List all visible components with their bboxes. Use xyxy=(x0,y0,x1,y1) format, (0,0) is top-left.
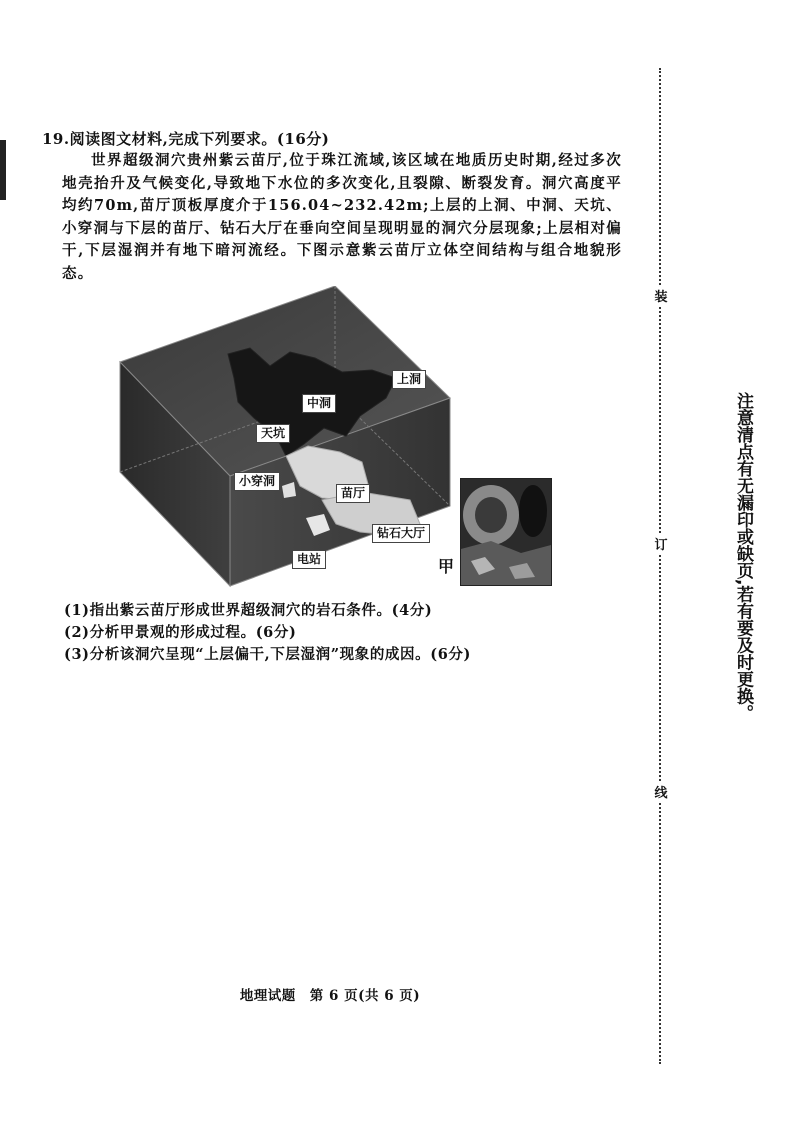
question-passage xyxy=(62,150,622,285)
cave-block-diagram xyxy=(110,286,570,592)
landscape-photo-jia xyxy=(460,478,552,586)
sub-questions xyxy=(64,600,471,666)
photo-label-jia: 甲 xyxy=(438,557,455,576)
binding-char-ding: 订 xyxy=(653,534,669,553)
sub-question-2: (2)分析甲景观的形成过程。(6分) xyxy=(64,624,297,641)
scan-edge-mark xyxy=(0,140,6,200)
label-upper-cave: 上洞 xyxy=(392,370,426,389)
sub-question-3: (3)分析该洞穴呈现“上层偏干,下层湿润”现象的成因。(6分) xyxy=(64,646,471,663)
label-power-station: 电站 xyxy=(292,550,326,569)
label-miao-hall: 苗厅 xyxy=(336,484,370,503)
question-title: 19.阅读图文材料,完成下列要求。(16分) xyxy=(42,130,330,148)
label-middle-cave: 中洞 xyxy=(302,394,336,413)
sub-question-1: (1)指出紫云苗厅形成世界超级洞穴的岩石条件。(4分) xyxy=(64,602,433,619)
label-small-cave: 小穿洞 xyxy=(234,472,280,491)
binding-char-zhuang: 装 xyxy=(653,286,669,305)
binding-notice: 注意清点有无漏印或缺页,若有要及时更换。 xyxy=(733,392,753,722)
page-footer: 地理试题 第 6 页(共 6 页) xyxy=(239,988,421,1004)
label-diamond-hall: 钻石大厅 xyxy=(372,524,430,543)
binding-char-xian: 线 xyxy=(653,782,669,801)
photo-graphic xyxy=(461,479,551,585)
binding-dotted-line xyxy=(659,68,661,1064)
label-sinkhole: 天坑 xyxy=(256,424,290,443)
passage-text: 世界超级洞穴贵州紫云苗厅,位于珠江流域,该区域在地质历史时期,经过多次地壳抬升及气候变化,导致地下水位的多次变化,且裂隙、断裂发育。洞穴高度平均约70m,苗厅顶板厚度介于156.04~232.42m;上层的上洞、中洞、天坑、小穿洞与下层的苗厅、钻石大厅在垂向空间呈现明显的洞穴分层现象;上层相对偏干,下层湿润并有地下暗河流经。下图示意紫云苗厅立体空间结构与组合地貌形态。 xyxy=(62,152,622,282)
